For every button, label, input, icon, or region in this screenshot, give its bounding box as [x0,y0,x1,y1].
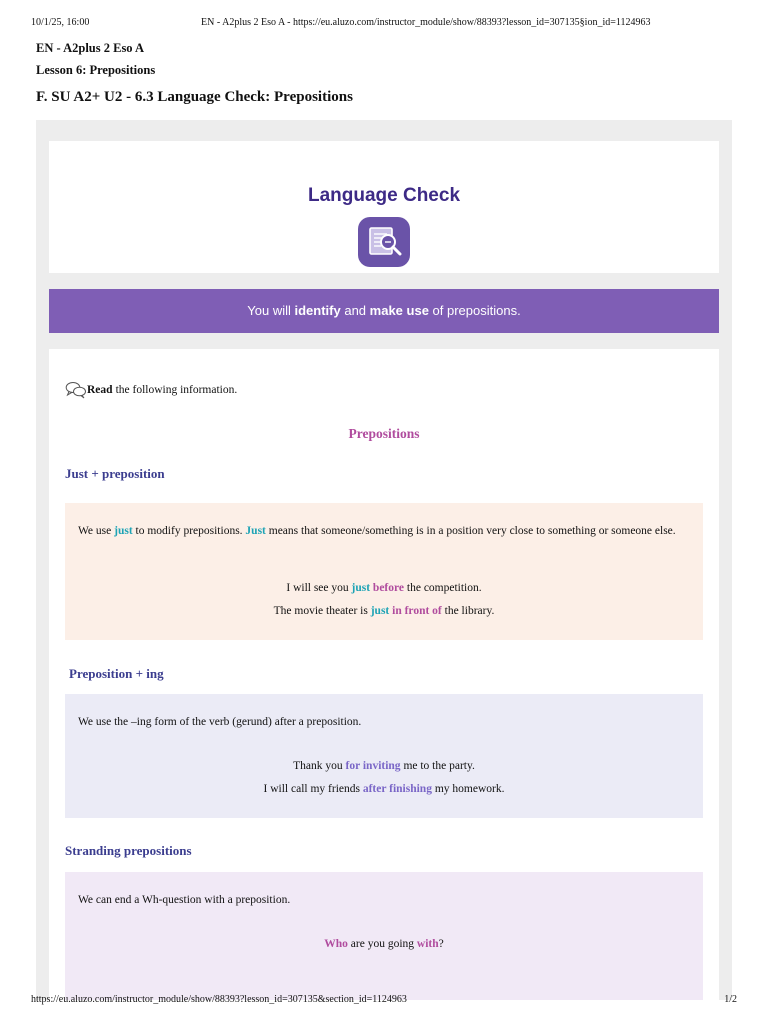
document-magnifier-icon [358,217,410,267]
just-preposition-box [65,503,703,640]
just-example-1: I will see you just before the competition. [286,582,482,594]
just-preposition-heading: Just + preposition [65,466,165,481]
stranding-prepositions-heading: Stranding prepositions [65,843,192,858]
print-title-url: EN - A2plus 2 Eso A - https://eu.aluzo.com/instructor_module/show/88393?lesson_id=307135§ion_id=1124963 [201,17,651,28]
banner-text-2: and [340,303,370,318]
content-frame [36,120,732,1000]
course-title: EN - A2plus 2 Eso A [36,41,145,55]
just-example-2: The movie theater is just in front of the library. [273,605,495,617]
banner-text-1: You will [247,303,295,318]
read-text: the following information. [115,384,238,396]
lesson-title: Lesson 6: Prepositions [36,63,156,77]
stranding-example-1: Who are you going with? [324,938,444,950]
page-title: F. SU A2+ U2 - 6.3 Language Check: Prepositions [36,89,353,105]
just-description: We use just to modify prepositions. Just means that someone/something is in a position very close to something or someone else. [78,525,676,537]
preposition-ing-box [65,694,703,818]
page-number: 1/2 [724,994,737,1005]
read-instruction [65,381,237,399]
ing-example-1: Thank you for inviting me to the party. [293,760,475,772]
banner-bold-make-use: make use [369,303,429,318]
banner-bold-identify: identify [294,303,341,318]
language-check-title: Language Check [307,185,461,206]
chat-bubbles-icon [65,381,87,399]
print-datetime: 10/1/25, 16:00 [31,17,90,28]
ing-example-2: I will call my friends after finishing my homework. [263,783,505,795]
language-check-card [49,141,719,273]
print-header [31,17,737,31]
preposition-ing-heading: Preposition + ing [69,666,164,681]
print-footer [31,994,737,1005]
footer-url: https://eu.aluzo.com/instructor_module/show/88393?lesson_id=307135&section_id=1124963 [31,994,407,1005]
prepositions-title: Prepositions [348,426,420,441]
stranding-description: We can end a Wh-question with a preposition. [78,894,291,906]
ing-description: We use the –ing form of the verb (gerund) after a preposition. [78,716,362,728]
objective-banner [49,289,719,333]
information-card [49,349,719,1000]
stranding-prepositions-box [65,872,703,1000]
read-bold: Read [87,384,113,396]
banner-text-3: of prepositions. [428,303,521,318]
